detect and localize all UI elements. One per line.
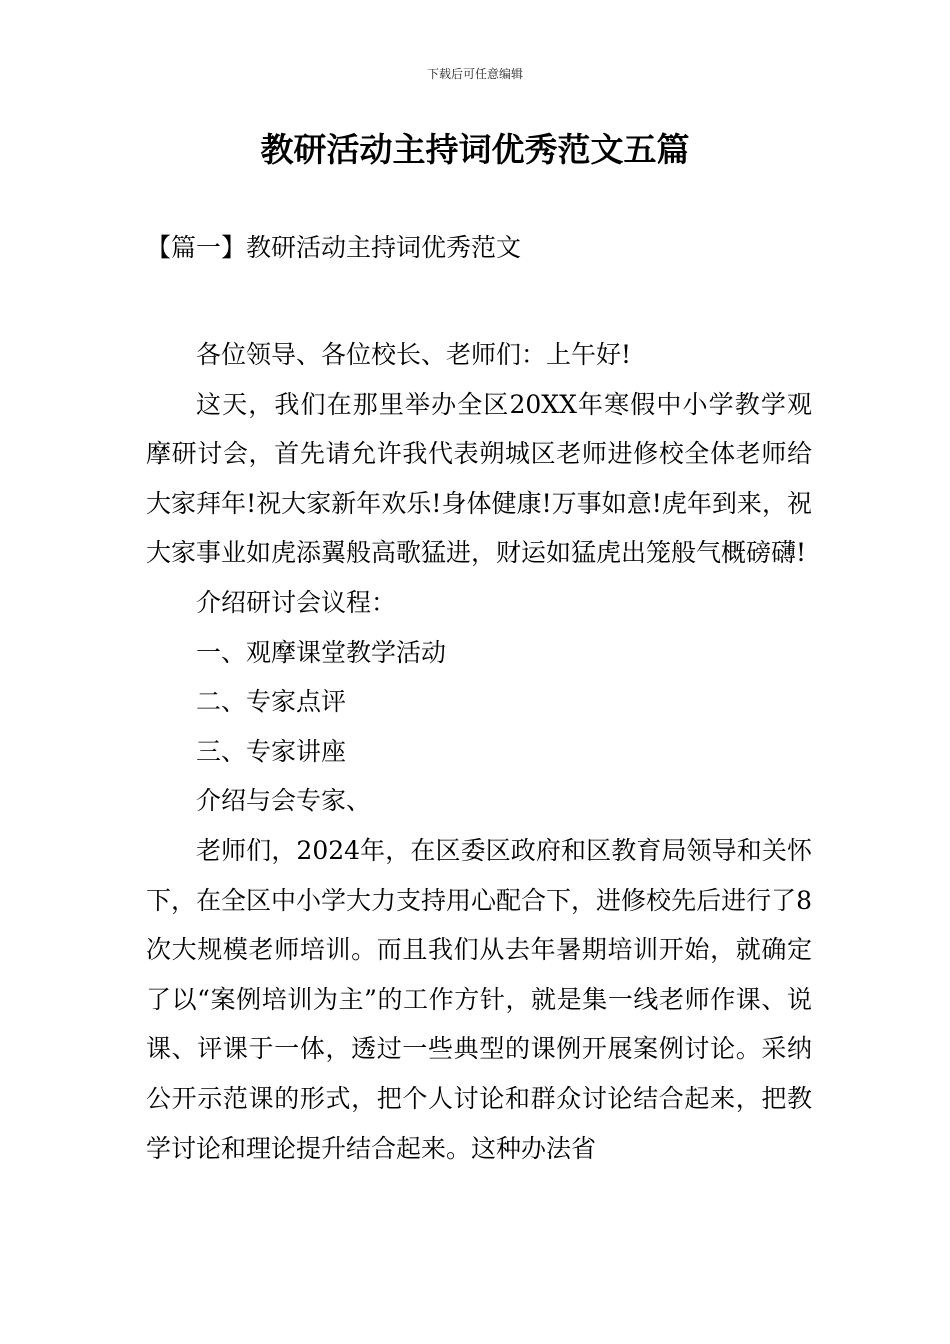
section-heading: 【篇一】教研活动主持词优秀范文 (146, 233, 522, 262)
agenda-item-3: 三、专家讲座 (196, 736, 347, 766)
paragraph-greeting: 各位领导、各位校长、老师们：上午好! (196, 340, 632, 369)
document-body (146, 330, 812, 1173)
paragraph-welcome: 这天，我们在那里举办全区20XX年寒假中小学教学观摩研讨会，首先请允许我代表朔城区老师进修校全体老师给大家拜年!祝大家新年欢乐!身体健康!万事如意!虎年到来，祝大家事业如虎添翼般高歌猛进，财运如猛虎出笼般气概磅礴! (146, 389, 812, 568)
agenda-item-1: 一、观摩课堂教学活动 (196, 637, 447, 667)
paragraph-experts-intro: 介绍与会专家、 (196, 786, 372, 816)
paragraph-training-review: 老师们，2024年，在区委区政府和区教育局领导和关怀下，在全区中小学大力支持用心配合下，进修校先后进行了8次大规模老师培训。而且我们从去年暑期培训开始，就确定了以“案例培训为主”的工作方针，就是集一线老师作课、说课、评课于一体，透过一些典型的课例开展案例讨论。采纳公开示范课的形式，把个人讨论和群众讨论结合起来，把教学讨论和理论提升结合起来。这种办法省 (146, 835, 812, 1163)
paragraph-agenda-intro: 介绍研讨会议程： (196, 587, 397, 617)
page-header-note: 下载后可任意编辑 (426, 67, 523, 81)
document-title: 教研活动主持词优秀范文五篇 (260, 130, 690, 169)
agenda-item-2: 二、专家点评 (196, 687, 347, 717)
